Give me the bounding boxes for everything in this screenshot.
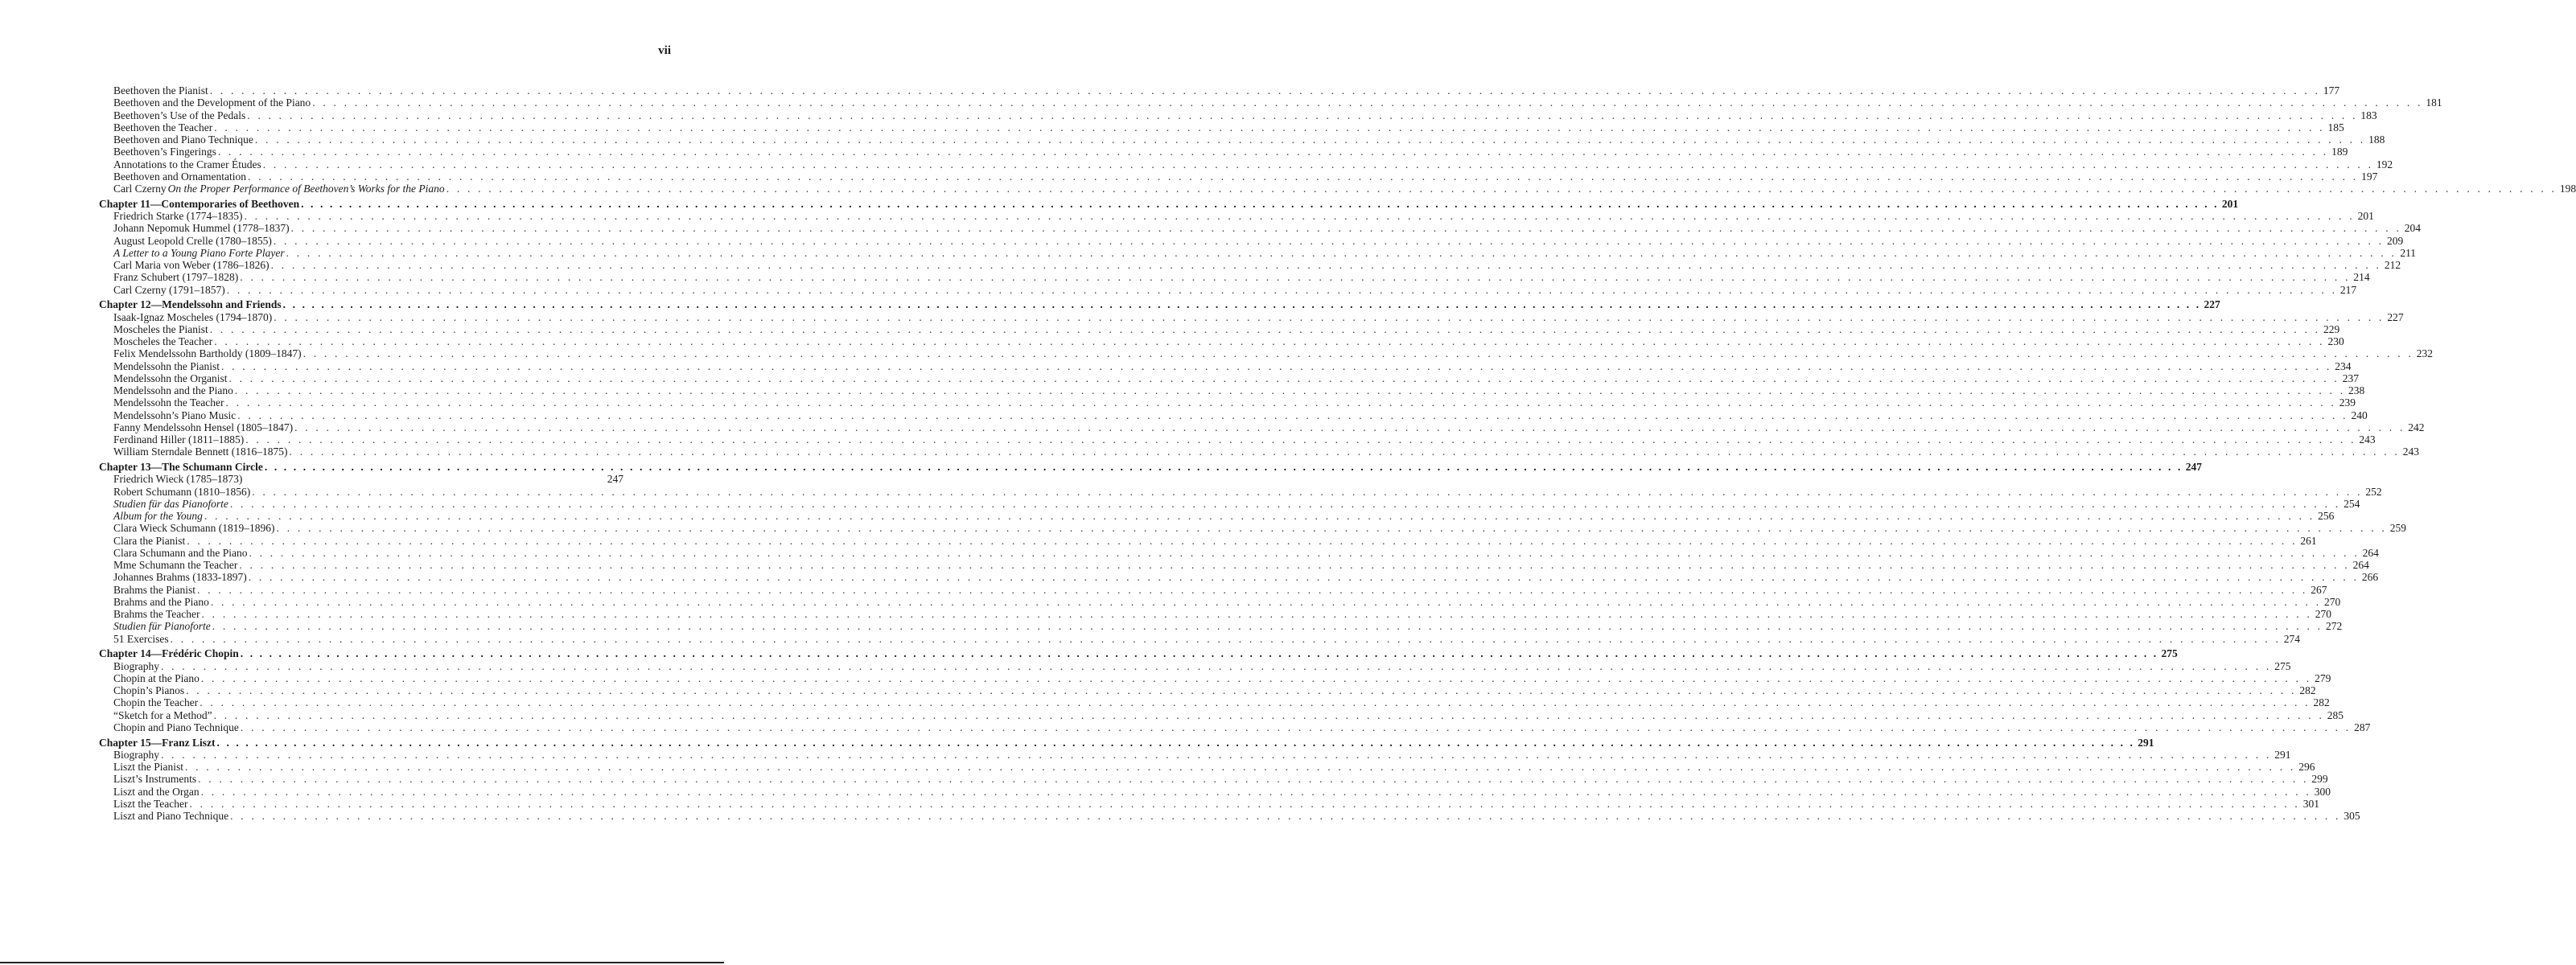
dot-leader: . . . . . . . . . . . . . . . . . . . . . . . . . . . . . . . . . . . . . . . . . . . . . . . . . . . . . . . . . . . . . . . . . . . . . . . . . . . . . . . . . . . . . . . . . . . . . . . . . . . . . . . . . . . . . . . . . . . . . . . . . . . . . . . . . . . . . . . . . . . . . . . . . . . . . . . . . . . . . . . . . . . . . . . . . . . . . . . . . . . . . . . . . . . . . . . . . . . . . . . .	[240, 721, 2352, 733]
toc-entry-title: Liszt the Teacher	[113, 797, 188, 810]
dot-leader: . . . . . . . . . . . . . . . . . . . . . . . . . . . . . . . . . . . . . . . . . . . . . . . . . . . . . . . . . . . . . . . . . . . . . . . . . . . . . . . . . . . . . . . . . . . . . . . . . . . . . . . . . . . . . . . . . . . . . . . . . . . . . . . . . . . . . . . . . . . . . . . . . . . . . . . . . . . . . . . . . . . . . . . . . . . . . . . . . . . . . . . . . . . . . . . . . . . . . . . .	[249, 546, 2360, 559]
toc-entry-page: 272	[2325, 620, 2343, 633]
toc-entry-page: 181	[2426, 96, 2442, 109]
toc-entry-page: 234	[2335, 359, 2352, 372]
dot-leader: . . . . . . . . . . . . . . . . . . . . . . . . . . . . . . . . . . . . . . . . . . . . . . . . . . . . . . . . . . . . . . . . . . . . . . . . . . . . . . . . . . . . . . . . . . . . . . . . . . . . . . . . . . . . . . . . . . . . . . . . . . . . . . . . . . . . . . . . . . . . . . . . . . . . . . . . . . . . . . . . . . . . . . . . . . . . . . . . . . . . . . . . . . . . . . . . . . . . . . . .	[161, 748, 2272, 761]
toc-entry-title: Chapter 14—Frédéric Chopin	[99, 647, 239, 660]
toc-entry-title: Chopin and Piano Technique	[113, 721, 239, 733]
page-number: vii	[658, 44, 671, 57]
dot-leader: . . . . . . . . . . . . . . . . . . . . . . . . . . . . . . . . . . . . . . . . . . . . . . . . . . . . . . . . . . . . . . . . . . . . . . . . . . . . . . . . . . . . . . . . . . . . . . . . . . . . . . . . . . . . . . . . . . . . . . . . . . . . . . . . . . . . . . . . . . . . . . . . . . . . . . . . . . . . . . . . . . . . . . . . . . . . . . . . . . . . . . . . . . . . . . . . . . . . . . . .	[273, 234, 2385, 247]
toc-entry-title: William Sterndale Bennett (1816–1875)	[113, 446, 288, 458]
dot-leader: . . . . . . . . . . . . . . . . . . . . . . . . . . . . . . . . . . . . . . . . . . . . . . . . . . . . . . . . . . . . . . . . . . . . . . . . . . . . . . . . . . . . . . . . . . . . . . . . . . . . . . . . . . . . . . . . . . . . . . . . . . . . . . . . . . . . . . . . . . . . . . . . . . . . . . . . . . . . . . . . . . . . . . . . . . . . . . . . . . . . . . . . . . . . . . . . . . . . . . . .	[239, 559, 2350, 571]
toc-entry-title: Clara the Pianist	[113, 534, 186, 547]
toc-entry	[99, 409, 2368, 421]
dot-leader: . . . . . . . . . . . . . . . . . . . . . . . . . . . . . . . . . . . . . . . . . . . . . . . . . . . . . . . . . . . . . . . . . . . . . . . . . . . . . . . . . . . . . . . . . . . . . . . . . . . . . . . . . . . . . . . . . . . . . . . . . . . . . . . . . . . . . . . . . . . . . . . . . . . . . . . . . . . . . . . . . . . . . . . . . . . . . . . . . . . . . . . . . . . . . . . . . . . . . . . .	[209, 84, 2321, 96]
toc-entry	[99, 271, 2370, 284]
toc-entry-title: Chopin at the Piano	[113, 671, 200, 684]
toc-entry-title: Mme Schumann the Teacher	[113, 559, 238, 571]
dot-leader: . . . . . . . . . . . . . . . . . . . . . . . . . . . . . . . . . . . . . . . . . . . . . . . . . . . . . . . . . . . . . . . . . . . . . . . . . . . . . . . . . . . . . . . . . . . . . . . . . . . . . . . . . . . . . . . . . . . . . . . . . . . . . . . . . . . . . . . . . . . . . . . . . . . . . . . . . . . . . . . . . . . . . . . . . . . . . . . . . . . . . . . . . . . . . . . . . . . . . . . .	[204, 510, 2315, 522]
toc-entry	[99, 446, 2419, 458]
toc-entry-page: 185	[2327, 121, 2344, 133]
toc-entry	[99, 359, 2352, 372]
toc-entry	[99, 671, 2331, 684]
toc-entry-title: Mendelssohn the Teacher	[113, 396, 224, 409]
toc-entry-page: 201	[2221, 197, 2239, 210]
dot-leader: . . . . . . . . . . . . . . . . . . . . . . . . . . . . . . . . . . . . . . . . . . . . . . . . . . . . . . . . . . . . . . . . . . . . . . . . . . . . . . . . . . . . . . . . . . . . . . . . . . . . . . . . . . . . . . . . . . . . . . . . . . . . . . . . . . . . . . . . . . . . . . . . . . . . . . . . . . . . . . . . . . . . . . . . . . . . . . . . . . . . . . . . . . . . . . . . . . . . . . . .	[187, 534, 2298, 547]
toc-entry-page: 198	[2559, 183, 2576, 195]
toc-entry-page: 275	[2274, 659, 2291, 672]
toc-entry-page: 197	[2361, 170, 2378, 183]
toc-entry	[99, 259, 2401, 271]
toc-entry-page: 264	[2362, 546, 2379, 559]
toc-entry	[99, 158, 2393, 170]
toc-entry	[99, 146, 2348, 158]
toc-chapter-entry	[99, 647, 2178, 660]
toc-entry	[99, 497, 2360, 510]
dot-leader: . . . . . . . . . . . . . . . . . . . . . . . . . . . . . . . . . . . . . . . . . . . . . . . . . . . . . . . . . . . . . . . . . . . . . . . . . . . . . . . . . . . . . . . . . . . . . . . . . . . . . . . . . . . . . . . . . . . . . . . . . . . . . . . . . . . . . . . . . . . . . . . . . . . . . . . . . . . . . . . . . . . . . . . . . . . . . . . . . . . . . . . . . . . . . . . . . . . . . . . .	[247, 170, 2359, 183]
toc-entry	[99, 546, 2379, 559]
toc-entry-title: Chopin’s Pianos	[113, 684, 185, 696]
toc-entry-title: Brahms the Teacher	[113, 608, 200, 620]
toc-entry-page: 252	[2365, 485, 2382, 498]
dot-leader: . . . . . . . . . . . . . . . . . . . . . . . . . . . . . . . . . . . . . . . . . . . . . . . . . . . . . . . . . . . . . . . . . . . . . . . . . . . . . . . . . . . . . . . . . . . . . . . . . . . . . . . . . . . . . . . . . . . . . . . . . . . . . . . . . . . . . . . . . . . . . . . . . . . . . . . . . . . . . . . . . . . . . . . . . . . . . . . . . . . . . . . . . . . . . . . . . . . . . . . .	[301, 197, 2220, 210]
bottom-border	[0, 962, 724, 963]
toc-entry-page: 209	[2387, 234, 2404, 247]
toc-entry	[99, 109, 2377, 121]
toc-entry-title: Mendelssohn and the Piano	[113, 384, 233, 396]
dot-leader: . . . . . . . . . . . . . . . . . . . . . . . . . . . . . . . . . . . . . . . . . . . . . . . . . . . . . . . . . . . . . . . . . . . . . . . . . . . . . . . . . . . . . . . . . . . . . . . . . . . . . . . . . . . . . . . . . . . . . . . . . . . . . . . . . . . . . . . . . . . . . . . . . . . . . . . . . . . . . . . . . . . . . . . . . . . . . . . . . . . . . . . . . . . . . . . . . . . . . . . .	[226, 283, 2338, 296]
dot-leader: . . . . . . . . . . . . . . . . . . . . . . . . . . . . . . . . . . . . . . . . . . . . . . . . . . . . . . . . . . . . . . . . . . . . . . . . . . . . . . . . . . . . . . . . . . . . . . . . . . . . . . . . . . . . . . . . . . . . . . . . . . . . . . . . . . . . . . . . . . . . . . . . . . . . . . . . . . . . . . . . . . . . . . . . . . . . . . . . . . . . . . . . . . . . . . . . . . . . . . . .	[312, 96, 2423, 109]
toc-entry-title: Carl Czerny	[113, 183, 167, 195]
toc-entry-page: 266	[2361, 571, 2379, 584]
toc-entry	[99, 659, 2291, 672]
toc-entry-page: 230	[2327, 335, 2344, 347]
dot-leader: . . . . . . . . . . . . . . . . . . . . . . . . . . . . . . . . . . . . . . . . . . . . . . . . . . . . . . . . . . . . . . . . . . . . . . . . . . . . . . . . . . . . . . . . . . . . . . . . . . . . . . . . . . . . . . . . . . . . . . . . . . . . . . . . . . . . . . . . . . . . . . . . . . . . . . . . . . . . . . . . . . . . . . . . . . . . . . . . . . . . . . . . . . . . . . . . . . . . . . . .	[225, 396, 2336, 409]
dot-leader: . . . . . . . . . . . . . . . . . . . . . . . . . . . . . . . . . . . . . . . . . . . . . . . . . . . . . . . . . . . . . . . . . . . . . . . . . . . . . . . . . . . . . . . . . . . . . . . . . . . . . . . . . . . . . . . . . . . . . . . . . . . . . . . . . . . . . . . . . . . . . . . . . . . . . . . . . . . . . . . . . . . . . . . . . . . . . . . . . . . . . . . . . . . . . . . . . . . . . . . .	[248, 571, 2360, 584]
dot-leader: . . . . . . . . . . . . . . . . . . . . . . . . . . . . . . . . . . . . . . . . . . . . . . . . . . . . . . . . . . . . . . . . . . . . . . . . . . . . . . . . . . . . . . . . . . . . . . . . . . . . . . . . . . . . . . . . . . . . . . . . . . . . . . . . . . . . . . . . . . . . . . . . . . . . . . . . . . . . . . . . . . . . . . . . . . . . . . . . . . . . . . . . . . . . . . . . . . . . . . . .	[286, 246, 2397, 259]
toc-entry-page: 243	[2359, 433, 2376, 446]
toc-entry	[99, 632, 2301, 645]
toc-entry-title: Johann Nepomuk Hummel (1778–1837)	[113, 222, 290, 235]
toc-entry-page: 279	[2315, 671, 2331, 684]
dot-leader: . . . . . . . . . . . . . . . . . . . . . . . . . . . . . . . . . . . . . . . . . . . . . . . . . . . . . . . . . . . . . . . . . . . . . . . . . . . . . . . . . . . . . . . . . . . . . . . . . . . . . . . . . . . . . . . . . . . . . . . . . . . . . . . . . . . . . . . . . . . . . . . . . . . . . . . . . . . . . . . . . . . . . . . . . . . . . . . . . . . . . . . . . . . . . . . . . . . . . . . .	[289, 446, 2400, 458]
toc-entry-title: Chapter 15—Franz Liszt	[99, 736, 216, 749]
toc-entry	[99, 485, 2382, 498]
toc-entry	[99, 234, 2404, 247]
dot-leader: . . . . . . . . . . . . . . . . . . . . . . . . . . . . . . . . . . . . . . . . . . . . . . . . . . . . . . . . . . . . . . . . . . . . . . . . . . . . . . . . . . . . . . . . . . . . . . . . . . . . . . . . . . . . . . . . . . . . . . . . . . . . . . . . . . . . . . . . . . . . . . . . . . . . . . . . . . . . . . . . . . . . . . . . . . . . . . . . . . . . . . . . . . . . . . . . . . . . . . . .	[200, 785, 2312, 798]
dot-leader: . . . . . . . . . . . . . . . . . . . . . . . . . . . . . . . . . . . . . . . . . . . . . . . . . . . . . . . . . . . . . . . . . . . . . . . . . . . . . . . . . . . . . . . . . . . . . . . . . . . . . . . . . . . . . . . . . . . . . . . . . . . . . . . . . . . . . . . . . . . . . . . . . . . . . . . . . . . . . . . . . . . . . . . . . . . . . . . . . . . . . . . . . . . . . . . . . . . . . . . .	[254, 133, 2366, 146]
toc-entry-title: Biography	[113, 659, 159, 672]
toc-entry-title: 51 Exercises	[113, 632, 169, 645]
toc-entry	[99, 583, 2327, 596]
toc-entry-page: 217	[2339, 283, 2357, 296]
toc-entry-title: Carl Maria von Weber (1786–1826)	[113, 259, 270, 271]
toc-entry-title: Friedrich Wieck (1785–1873)	[113, 473, 243, 486]
toc-entry-title: Robert Schumann (1810–1856)	[113, 485, 251, 498]
toc-entry-title: Fanny Mendelssohn Hensel (1805–1847)	[113, 421, 294, 433]
toc-entry-title: Liszt and Piano Technique	[113, 810, 229, 822]
toc-entry	[99, 595, 2341, 608]
table-of-contents	[99, 84, 2576, 822]
toc-entry	[99, 748, 2291, 761]
toc-entry	[99, 396, 2356, 409]
dot-leader: . . . . . . . . . . . . . . . . . . . . . . . . . . . . . . . . . . . . . . . . . . . . . . . . . . . . . . . . . . . . . . . . . . . . . . . . . . . . . . . . . . . . . . . . . . . . . . . . . . . . . . . . . . . . . . . . . . . . . . . . . . . . . . . . . . . . . . . . . . . . . . . . . . . . . . . . . . . . . . . . . . . . . . . . . . . . . . . . . . . . . . . . . . . . . . . . . . . . . . . .	[234, 384, 2346, 396]
toc-entry-title: Clara Schumann and the Piano	[113, 546, 248, 559]
toc-entry-page: 204	[2404, 222, 2422, 235]
toc-entry-page: 239	[2339, 396, 2356, 409]
toc-entry	[99, 183, 2576, 195]
dot-leader: . . . . . . . . . . . . . . . . . . . . . . . . . . . . . . . . . . . . . . . . . . . . . . . . . . . . . . . . . . . . . . . . . . . . . . . . . . . . . . . . . . . . . . . . . . . . . . . . . . . . . . . . . . . . . . . . . . . . . . . . . . . . . . . . . . . . . . . . . . . . . . . . . . . . . . . . . . . . . . . . . . . . . . . . . . . . . . . . . . . . . . . . . . . . . . . . . . . . . . . .	[212, 620, 2323, 633]
toc-entry-page: 274	[2283, 632, 2301, 645]
toc-entry-title: Brahms and the Piano	[113, 595, 209, 608]
toc-entry-page: 261	[2300, 534, 2317, 547]
toc-entry-page: 291	[2138, 736, 2154, 749]
toc-entry-page: 177	[2323, 84, 2340, 96]
dot-leader: . . . . . . . . . . . . . . . . . . . . . . . . . . . . . . . . . . . . . . . . . . . . . . . . . . . . . . . . . . . . . . . . . . . . . . . . . . . . . . . . . . . . . . . . . . . . . . . . . . . . . . . . . . . . . . . . . . . . . . . . . . . . . . . . . . . . . . . . . . . . . . . . . . . . . . . . . . . . . . . . . . . . . . . . . . . . . . . . . . . . . . . . . . . . . . . . . . . . . . . .	[185, 761, 2296, 773]
dot-leader: . . . . . . . . . . . . . . . . . . . . . . . . . . . . . . . . . . . . . . . . . . . . . . . . . . . . . . . . . . . . . . . . . . . . . . . . . . . . . . . . . . . . . . . . . . . . . . . . . . . . . . . . . . . . . . . . . . . . . . . . . . . . . . . . . . . . . . . . . . . . . . . . . . . . . . . . . . . . . . . . . . . . . . . . . . . . . . . . . . . . . . . . . . . . . . . . . . . . . . . .	[201, 608, 2312, 620]
toc-entry-title: Beethoven the Teacher	[113, 121, 213, 133]
toc-entry	[99, 372, 2359, 384]
toc-entry	[99, 559, 2369, 571]
toc-entry-page: 301	[2302, 797, 2319, 810]
toc-chapter-entry	[99, 298, 2220, 311]
toc-entry-title: Mendelssohn the Pianist	[113, 359, 220, 372]
toc-entry-title: Friedrich Starke (1774–1835)	[113, 210, 243, 222]
dot-leader: . . . . . . . . . . . . . . . . . . . . . . . . . . . . . . . . . . . . . . . . . . . . . . . . . . . . . . . . . . . . . . . . . . . . . . . . . . . . . . . . . . . . . . . . . . . . . . . . . . . . . . . . . . . . . . . . . . . . . . . . . . . . . . . . . . . . . . . . . . . . . . . . . . . . . . . . . . . . . . . . . . . . . . . . . . . . . . . . . . . . . . . . . . . . . . . . . . . . . . . .	[198, 773, 2309, 786]
dot-leader: . . . . . . . . . . . . . . . . . . . . . . . . . . . . . . . . . . . . . . . . . . . . . . . . . . . . . . . . . . . . . . . . . . . . . . . . . . . . . . . . . . . . . . . . . . . . . . . . . . . . . . . . . . . . . . . . . . . . . . . . . . . . . . . . . . . . . . . . . . . . . . . . . . . . . . . . . . . . . . . . . . . . . . . . . . . . . . . . . . . . . . . . . . . . . . . . . . . . . . . .	[294, 421, 2405, 433]
toc-entry	[99, 522, 2406, 535]
dot-leader: . . . . . . . . . . . . . . . . . . . . . . . . . . . . . . . . . . . . . . . . . . . . . . . . . . . . . . . . . . . . . . . . . . . . . . . . . . . . . . . . . . . . . . . . . . . . . . . . . . . . . . . . . . . . . . . . . . . . . . . . . . . . . . . . . . . . . . . . . . . . . . . . . . . . . . . . . . . . . . . . . . . . . . . . . . . . . . . . . . . . . . . . . . . . . . . . . . . . . . . .	[209, 322, 2321, 335]
dot-leader: . . . . . . . . . . . . . . . . . . . . . . . . . . . . . . . . . . . . . . . . . . . . . . . . . . . . . . . . . . . . . . . . . . . . . . . . . . . . . . . . . . . . . . . . . . . . . . . . . . . . . . . . . . . . . . . . . . . . . . . . . . . . . . . . . . . . . . . . . . . . . . . . . . . . . . . . . . . . . . . . . . . . . . . . . . . . . . . . . . . . . . . . . . . . . . . . . . . . . . . .	[245, 433, 2356, 446]
dot-leader: . . . . . . . . . . . . . . . . . . . . . . . . . . . . . . . . . . . . . . . . . . . . . . . . . . . . . . . . . . . . . . . . . . . . . . . . . . . . . . . . . . . . . . . . . . . . . . . . . . . . . . . . . . . . . . . . . . . . . . . . . . . . . . . . . . . . . . . . . . . . . . . . . . . . . . . . . . . . . . . . . . . . . . . . . . . . . . . . . . . . . . . . . . . . . . . . . . . . . . . .	[200, 671, 2312, 684]
toc-entry	[99, 433, 2376, 446]
toc-entry-page: 287	[2354, 721, 2371, 733]
toc-entry-page: 270	[2324, 595, 2341, 608]
toc-entry-page: 291	[2274, 748, 2291, 761]
dot-leader: . . . . . . . . . . . . . . . . . . . . . . . . . . . . . . . . . . . . . . . . . . . . . . . . . . . . . . . . . . . . . . . . . . . . . . . . . . . . . . . . . . . . . . . . . . . . . . . . . . . . . . . . . . . . . . . . . . . . . . . . . . . . . . . . . . . . . . . . . . . . . . . . . . . . . . . . . . . . . . . . . . . . . . . . . . . . . . . . . . . . . . . . . . . . . . . . . . . . . . . .	[170, 632, 2282, 645]
toc-entry-title: Isaak-Ignaz Moscheles (1794–1870)	[113, 310, 273, 323]
dot-leader: . . . . . . . . . . . . . . . . . . . . . . . . . . . . . . . . . . . . . . . . . . . . . . . . . . . . . . . . . . . . . . . . . . . . . . . . . . . . . . . . . . . . . . . . . . . . . . . . . . . . . . . . . . . . . . . . . . . . . . . . . . . . . . . . . . . . . . . . . . . . . . . . . . . . . . . . . . . . . . . . . . . . . . . . . . . . . . . . . . . . . . . . . . . . . . . . . . . . . . . .	[230, 810, 2341, 822]
toc-entry-title: Beethoven’s Use of the Pedals	[113, 109, 246, 121]
toc-entry	[99, 473, 623, 485]
toc-entry-page: 192	[2376, 158, 2393, 170]
toc-entry-page: 305	[2344, 810, 2360, 822]
dot-leader: . . . . . . . . . . . . . . . . . . . . . . . . . . . . . . . . . . . . . . . . . . . . . . . . . . . . . . . . . . . . . . . . . . . . . . . . . . . . . . . . . . . . . . . . . . . . . . . . . . . . . . . . . . . . . . . . . . . . . . . . . . . . . . . . . . . . . . . . . . . . . . . . . . . . . . . . . . . . . . . . . . . . . . . . . . . . . . . . . . . . . . . . . . . . . . . . . . . . . . . .	[270, 259, 2382, 271]
toc-entry-title: Johannes Brahms (1833-1897)	[113, 571, 247, 584]
dot-leader: . . . . . . . . . . . . . . . . . . . . . . . . . . . . . . . . . . . . . . . . . . . . . . . . . . . . . . . . . . . . . . . . . . . . . . . . . . . . . . . . . . . . . . . . . . . . . . . . . . . . . . . . . . . . . . . . . . . . . . . . . . . . . . . . . . . . . . . . . . . . . . . . . . . . . . . . . . . . . . . . . . . . . . . . . . . . . . . . . . . . . . . . . . . . . . . . . . . . . . . .	[276, 522, 2387, 535]
toc-entry-page: 282	[2313, 696, 2330, 709]
dot-leader: . . . . . . . . . . . . . . . . . . . . . . . . . . . . . . . . . . . . . . . . . . . . . . . . . . . . . . . . . . . . . . . . . . . . . . . . . . . . . . . . . . . . . . . . . . . . . . . . . . . . . . . . . . . . . . . . . . . . . . . . . . . . . . . . . . . . . . . . . . . . . . . . . . . . . . . . . . . . . . . . . . . . . . . . . . . . . . . . . . . . . . . . . . . . . . . . . . . . . . . .	[214, 335, 2325, 347]
dot-leader: . . . . . . . . . . . . . . . . . . . . . . . . . . . . . . . . . . . . . . . . . . . . . . . . . . . . . . . . . . . . . . . . . . . . . . . . . . . . . . . . . . . . . . . . . . . . . . . . . . . . . . . . . . . . . . . . . . . . . . . . . . . . . . . . . . . . . . . . . . . . . . . . . . . . . . . . . . . . . . . . . . . . . . . . . . . . . . . . . . . . . . . . . . . . . . . . . . . . . . . .	[213, 708, 2325, 721]
toc-entry-page: 183	[2360, 109, 2377, 121]
toc-entry-page: 232	[2416, 347, 2434, 360]
toc-entry	[99, 335, 2344, 347]
dot-leader: . . . . . . . . . . . . . . . . . . . . . . . . . . . . . . . . . . . . . . . . . . . . . . . . . . . . . . . . . . . . . . . . . . . . . . . . . . . . . . . . . . . . . . . . . . . . . . . . . . . . . . . . . . . . . . . . . . . . . . . . . . . . . . . . . . . . . . . . . . . . . . . . . . . . . . . . . . . . . . . . . . . . . . . . . . . . . . . . . . . . . . . . . . . . . . . . . . . . . . . .	[240, 271, 2351, 284]
toc-chapter-entry	[99, 197, 2239, 210]
dot-leader: . . . . . . . . . . . . . . . . . . . . . . . . . . . . . . . . . . . . . . . . . . . . . . . . . . . . . . . . . . . . . . . . . . . . . . . . . . . . . . . . . . . . . . . . . . . . . . . . . . . . . . . . . . . . . . . . . . . . . . . . . . . . . . . . . . . . . . . . . . . . . . . . . . . . . . . . . . . . . . . . . . . . . . . . . . . . . . . . . . . . . . . . . . . . . . . . . . . . . . . .	[217, 146, 2329, 158]
toc-entry	[99, 761, 2315, 773]
toc-entry	[99, 620, 2343, 633]
toc-entry	[99, 170, 2378, 183]
dot-leader: . . . . . . . . . . . . . . . . . . . . . . . . . . . . . . . . . . . . . . . . . . . . . . . . . . . . . . . . . . . . . . . . . . . . . . . . . . . . . . . . . . . . . . . . . . . . . . . . . . . . . . . . . . . . . . . . . . . . . . . . . . . . . . . . . . . . . . . . . . . . . . . . . . . . . . . . . . . . . . . . . . . . . . . . . . . . . . . . . . . . . . . . . . . . . . . . . . . . . . . .	[237, 409, 2348, 421]
toc-entry-page: 237	[2342, 372, 2359, 384]
toc-entry-page: 240	[2351, 409, 2368, 421]
toc-entry-title: Carl Czerny (1791–1857)	[113, 283, 225, 296]
toc-entry-title: Mendelssohn’s Piano Music	[113, 409, 237, 421]
toc-entry-title: Beethoven’s Fingerings	[113, 146, 216, 158]
toc-entry	[99, 696, 2330, 709]
toc-entry-page: 254	[2344, 497, 2360, 510]
toc-entry-title: Brahms the Pianist	[113, 583, 195, 596]
toc-entry	[99, 785, 2331, 798]
toc-entry-page: 243	[2402, 446, 2419, 458]
toc-entry-title: Biography	[113, 748, 159, 761]
dot-leader: . . . . . . . . . . . . . . . . . . . . . . . . . . . . . . . . . . . . . . . . . . . . . . . . . . . . . . . . . . . . . . . . . . . . . . . . . . . . . . . . . . . . . . . . . . . . . . . . . . . . . . . . . . . . . . . . . . . . . . . . . . . . . . . . . . . . . . . . . . . . . . . . . . . . . . . . . . . . . . . . . . . . . . . . . . . . . . . . . . . . . . . . . . . . . . . . . . . . . . . .	[216, 736, 2135, 749]
toc-entry-page: 189	[2331, 146, 2348, 158]
toc-entry-page: 299	[2311, 773, 2328, 786]
dot-leader: . . . . . . . . . . . . . . . . . . . . . . . . . . . . . . . . . . . . . . . . . . . . . . . . . . . . . . . . . . . . . . . . . . . . . . . . . . . . . . . . . . . . . . . . . . . . . . . . . . . . . . . . . . . . . . . . . . . . . . . . . . . . . . . . . . . . . . . . . . . . . . . . . . . . . . . . . . . . . . . . . . . . . . . . . . . . . . . . . . . . . . . . . . . . . . . . . . . . . . . .	[247, 109, 2358, 121]
toc-entry-page: 214	[2353, 271, 2370, 284]
toc-entry	[99, 347, 2434, 360]
toc-entry	[99, 510, 2335, 522]
dot-leader: . . . . . . . . . . . . . . . . . . . . . . . . . . . . . . . . . . . . . . . . . . . . . . . . . . . . . . . . . . . . . . . . . . . . . . . . . . . . . . . . . . . . . . . . . . . . . . . . . . . . . . . . . . . . . . . . . . . . . . . . . . . . . . . . . . . . . . . . . . . . . . . . . . . . . . . . . . . . . . . . . . . . . . . . . . . . . . . . . . . . . . . . . . . . . . . . . . . . . . . .	[240, 647, 2158, 660]
toc-entry	[99, 322, 2340, 335]
toc-entry-page: 242	[2408, 421, 2425, 433]
toc-chapter-entry	[99, 461, 2202, 473]
dot-leader: . . . . . . . . . . . . . . . . . . . . . . . . . . . . . . . . . . . . . . . . . . . . . . . . . . . . . . . . . . . . . . . . . . . . . . . . . . . . . . . . . . . . . . . . . . . . . . . . . . . . . . . . . . . . . . . . . . . . . . . . . . . . . . . . . . . . . . . . . . . . . . . . . . . . . . . . . . . . . . . . . . . . . . . . . . . . . . . . . . . . . . . . . . . . . . . . . . . . . . . .	[446, 183, 2557, 195]
dot-leader: . . . . . . . . . . . . . . . . . . . . . . . . . . . . . . . . . . . . . . . . . . . . . . . . . . . . . . . . . . . . . . . . . . . . . . . . . . . . . . . . . . . . . . . . . . . . . . . . . . . . . . . . . . . . . . . . . . . . . . . . . . . . . . . . . . . . . . . . . . . . . . . . . . . . . . . . . . . . . . . . . . . . . . . . . . . . . . . . . . . . . . . . . . . . . . . . . . . . . . . .	[274, 310, 2385, 323]
dot-leader: . . . . . . . . . . . . . . . . . . . . . . . . . . . . . . . . . . . . . . . . . . . . . . . . . . . . . . . . . . . . . . . . . . . . . . . . . . . . . . . . . . . . . . . . . . . . . . . . . . . . . . . . . . . . . . . . . . . . . . . . . . . . . . . . . . . . . . . . . . . . . . . . . . . . . . . . . . . . . . . . . . . . . . . . . . . . . . . . . . . . . . . . . . . . . . . . . . . . . . . .	[161, 659, 2272, 672]
toc-entry	[99, 534, 2317, 547]
toc-entry-page: 238	[2348, 384, 2365, 396]
dot-leader: . . . . . . . . . . . . . . . . . . . . . . . . . . . . . . . . . . . . . . . . . . . . . . . . . . . . . . . . . . . . . . . . . . . . . . . . . . . . . . . . . . . . . . . . . . . . . . . . . . . . . . . . . . . . . . . . . . . . . . . . . . . . . . . . . . . . . . . . . . . . . . . . . . . . . . . . . . . . . . . . . . . . . . . . . . . . . . . . . . . . . . . . . . . . . . . . . . . . . . . .	[282, 298, 2201, 311]
toc-entry	[99, 773, 2328, 786]
dot-leader: . . . . . . . . . . . . . . . . . . . . . . . . . . . . . . . . . . . . . . . . . . . . . . . . . . . . . . . . . . . . . . . . . . . . . . . . . . . . . . . . . . . . . . . . . . . . . . . . . . . . . . . . . . . . . . . . . . . . . . . . . . . . . . . . . . . . . . . . . . . . . . . . . . . . . . . . . . . . . . . . . . . . . . . . . . . . . . . . . . . . . . . . . . . . . . . . . . . . . . . .	[214, 121, 2325, 133]
toc-entry	[99, 421, 2425, 433]
toc-entry-title: Studien für Pianoforte	[113, 620, 211, 633]
toc-entry-title: Album for the Young	[113, 510, 203, 522]
toc-entry-title: Moscheles the Pianist	[113, 322, 208, 335]
toc-entry-page: 296	[2298, 761, 2315, 773]
toc-entry-title: Franz Schubert (1797–1828)	[113, 271, 239, 284]
toc-entry-title: Annotations to the Cramer Études	[113, 158, 261, 170]
toc-entry-title: Clara Wieck Schumann (1819–1896)	[113, 522, 275, 535]
toc-entry	[99, 283, 2357, 296]
toc-entry-title: Beethoven the Pianist	[113, 84, 208, 96]
toc-entry-title: Liszt the Pianist	[113, 761, 183, 773]
toc-entry	[99, 571, 2379, 584]
toc-entry	[99, 96, 2442, 109]
toc-entry	[99, 246, 2417, 259]
toc-entry	[99, 133, 2385, 146]
toc-entry-title: “Sketch for a Method”	[113, 708, 212, 721]
toc-chapter-entry	[99, 736, 2154, 749]
toc-entry-title-italic: On the Proper Performance of Beethoven’s Works for the Piano	[167, 183, 445, 195]
dot-leader: . . . . . . . . . . . . . . . . . . . . . . . . . . . . . . . . . . . . . . . . . . . . . . . . . . . . . . . . . . . . . . . . . . . . . . . . . . . . . . . . . . . . . . . . . . . . . . . . . . . . . . . . . . . . . . . . . . . . . . . . . . . . . . . . . . . . . . . . . . . . . . . . . . . . . . . . . . . . . . . . . . . . . . . . . . . . . . . . . . . . . . . . . . . . . . . . . . . . . . . .	[244, 210, 2355, 222]
toc-entry-page: 300	[2314, 785, 2331, 798]
toc-entry-page: 270	[2315, 608, 2331, 620]
toc-entry	[99, 797, 2319, 810]
toc-entry	[99, 310, 2404, 323]
toc-entry-title: Liszt’s Instruments	[113, 773, 197, 786]
dot-leader: . . . . . . . . . . . . . . . . . . . . . . . . . . . . . . . . . . . . . . . . . . . . . . . . . . . . . . . . . . . . . . . . . . . . . . . . . . . . . . . . . . . . . . . . . . . . . . . . . . . . . . . . . . . . . . . . . . . . . . . . . . . . . . . . . . . . . . . . . . . . . . . . . . . . . . . . . . . . . . . . . . . . . . . . . . . . . . . . . . . . . . . . . . . . . . . . . . . . . . . .	[302, 347, 2414, 360]
toc-entry-title: Moscheles the Teacher	[113, 335, 213, 347]
dot-leader: . . . . . . . . . . . . . . . . . . . . . . . . . . . . . . . . . . . . . . . . . . . . . . . . . . . . . . . . . . . . . . . . . . . . . . . . . . . . . . . . . . . . . . . . . . . . . . . . . . . . . . . . . . . . . . . . . . . . . . . . . . . . . . . . . . . . . . . . . . . . . . . . . . . . . . . . . . . . . . . . . . . . . . . . . . . . . . . . . . . . . . . . . . . . . . . . . . . . . . . .	[264, 461, 2183, 473]
toc-entry-page: 275	[2161, 647, 2178, 660]
dot-leader: . . . . . . . . . . . . . . . . . . . . . . . . . . . . . . . . . . . . . . . . . . . . . . . . . . . . . . . . . . . . . . . . . . . . . . . . . . . . . . . . . . . . . . . . . . . . . . . . . . . . . . . . . . . . . . . . . . . . . . . . . . . . . . . . . . . . . . . . . . . . . . . . . . . . . . . . . . . . . . . . . . . . . . . . . . . . . . . . . . . . . . . . . . . . . . . . . . . . . . . .	[290, 222, 2402, 235]
toc-entry-page: 188	[2368, 133, 2385, 146]
dot-leader: . . . . . . . . . . . . . . . . . . . . . . . . . . . . . . . . . . . . . . . . . . . . . . . . . . . . . . . . . . . . . . . . . . . . . . . . . . . . . . . . . . . . . . . . . . . . . . . . . . . . . . . . . . . . . . . . . . . . . . . . . . . . . . . . . . . . . . . . . . . . . . . . . . . . . . . . . . . . . . . . . . . . . . . . . . . . . . . . . . . . . . . . . . . . . . . . . . . . . . . .	[200, 696, 2311, 709]
toc-entry-title: Chapter 11—Contemporaries of Beethoven	[99, 197, 300, 210]
toc-entry	[99, 222, 2422, 235]
toc-entry-page: 259	[2389, 522, 2406, 535]
toc-entry-page: 256	[2318, 510, 2335, 522]
toc-entry-title: Chopin the Teacher	[113, 696, 199, 709]
toc-entry-page: 227	[2204, 298, 2220, 311]
toc-entry-title: Beethoven and Ornamentation	[113, 170, 246, 183]
toc-entry-page: 212	[2384, 259, 2401, 271]
toc-entry-title: Beethoven and Piano Technique	[113, 133, 253, 146]
toc-entry-title: Chapter 13—The Schumann Circle	[99, 461, 263, 473]
toc-entry	[99, 708, 2344, 721]
toc-entry-page: 201	[2357, 210, 2374, 222]
dot-leader: . . . . . . . . . . . . . . . . . . . . . . . . . . . . . . . . . . . . . . . . . . . . . . . . . . . . . . . . . . . . . . . . . . . . . . . . . . . . . . . . . . . . . . . . . . . . . . . . . . . . . . . . . . . . . . . . . . . . . . . . . . . . . . . . . . . . . . . . . . . . . . . . . . . . . . . . . . . . . . . . . . . . . . . . . . . . . . . . . . . . . . . . . . . . . . . . . . . . . . . .	[189, 797, 2300, 810]
dot-leader: . . . . . . . . . . . . . . . . . . . . . . . . . . . . . . . . . . . . . . . . . . . . . . . . . . . . . . . . . . . . . . . . . . . . . . . . . . . . . . . . . . . . . . . . . . . . . . . . . . . . . . . . . . . . . . . . . . . . . . . . . . . . . . . . . . . . . . . . . . . . . . . . . . . . . . . . . . . . . . . . . . . . . . . . . . . . . . . . . . . . . . . . . . . . . . . . . . . . . . . .	[197, 583, 2308, 596]
toc-entry	[99, 384, 2365, 396]
toc-entry-title: Liszt and the Organ	[113, 785, 200, 798]
toc-entry-title: Beethoven and the Development of the Piano	[113, 96, 311, 109]
toc-entry-title: Felix Mendelssohn Bartholdy (1809–1847)	[113, 347, 302, 360]
toc-entry	[99, 121, 2344, 133]
toc-entry-page: 247	[607, 473, 623, 486]
toc-entry	[99, 210, 2374, 222]
toc-entry-page: 229	[2323, 322, 2340, 335]
toc-entry-page: 282	[2299, 684, 2316, 696]
dot-leader: . . . . . . . . . . . . . . . . . . . . . . . . . . . . . . . . . . . . . . . . . . . . . . . . . . . . . . . . . . . . . . . . . . . . . . . . . . . . . . . . . . . . . . . . . . . . . . . . . . . . . . . . . . . . . . . . . . . . . . . . . . . . . . . . . . . . . . . . . . . . . . . . . . . . . . . . . . . . . . . . . . . . . . . . . . . . . . . . . . . . . . . . . . . . . . . . . . . . . . . .	[229, 497, 2341, 510]
toc-entry	[99, 721, 2371, 733]
toc-entry-title: Chapter 12—Mendelssohn and Friends	[99, 298, 282, 311]
toc-entry-title: August Leopold Crelle (1780–1855)	[113, 234, 272, 247]
toc-entry-title: Mendelssohn the Organist	[113, 372, 228, 384]
toc-entry-title: A Letter to a Young Piano Forte Player	[113, 246, 285, 259]
toc-entry-page: 227	[2387, 310, 2404, 323]
toc-entry-title: Ferdinand Hiller (1811–1885)	[113, 433, 245, 446]
dot-leader: . . . . . . . . . . . . . . . . . . . . . . . . . . . . . . . . . . . . . . . . . . . . . . . . . . . . . . . . . . . . . . . . . . . . . . . . . . . . . . . . . . . . . . . . . . . . . . . . . . . . . . . . . . . . . . . . . . . . . . . . . . . . . . . . . . . . . . . . . . . . . . . . . . . . . . . . . . . . . . . . . . . . . . . . . . . . . . . . . . . . . . . . . . . . . . . . . . . . . . . .	[228, 372, 2339, 384]
toc-entry	[99, 810, 2360, 822]
dot-leader: . . . . . . . . . . . . . . . . . . . . . . . . . . . . . . . . . . . . . . . . . . . . . . . . . . . . . . . . . . . . . . . . . . . . . . . . . . . . . . . . . . . . . . . . . . . . . . . . . . . . . . . . . . . . . . . . . . . . . . . . . . . . . . . . . . . . . . . . . . . . . . . . . . . . . . . . . . . . . . . . . . . . . . . . . . . . . . . . . . . . . . . . . . . . . . . . . . . . . . . .	[210, 595, 2322, 608]
toc-entry	[99, 608, 2331, 620]
toc-entry-page: 267	[2311, 583, 2327, 596]
toc-entry	[99, 684, 2316, 696]
dot-leader: . . . . . . . . . . . . . . . . . . . . . . . . . . . . . . . . . . . . . . . . . . . . . . . . . . . . . . . . . . . . . . . . . . . . . . . . . . . . . . . . . . . . . . . . . . . . . . . . . . . . . . . . . . . . . . . . . . . . . . . . . . . . . . . . . . . . . . . . . . . . . . . . . . . . . . . . . . . . . . . . . . . . . . . . . . . . . . . . . . . . . . . . . . . . . . . . . . . . . . . .	[252, 485, 2363, 498]
toc-entry-page: 247	[2185, 461, 2202, 473]
toc-entry-page: 211	[2400, 246, 2417, 259]
toc-entry-page: 264	[2352, 559, 2369, 571]
toc-entry	[99, 84, 2340, 96]
toc-entry-page: 285	[2327, 708, 2344, 721]
dot-leader: . . . . . . . . . . . . . . . . . . . . . . . . . . . . . . . . . . . . . . . . . . . . . . . . . . . . . . . . . . . . . . . . . . . . . . . . . . . . . . . . . . . . . . . . . . . . . . . . . . . . . . . . . . . . . . . . . . . . . . . . . . . . . . . . . . . . . . . . . . . . . . . . . . . . . . . . . . . . . . . . . . . . . . . . . . . . . . . . . . . . . . . . . . . . . . . . . . . . . . . .	[262, 158, 2374, 170]
toc-entry-title: Studien für das Pianoforte	[113, 497, 228, 510]
dot-leader: . . . . . . . . . . . . . . . . . . . . . . . . . . . . . . . . . . . . . . . . . . . . . . . . . . . . . . . . . . . . . . . . . . . . . . . . . . . . . . . . . . . . . . . . . . . . . . . . . . . . . . . . . . . . . . . . . . . . . . . . . . . . . . . . . . . . . . . . . . . . . . . . . . . . . . . . . . . . . . . . . . . . . . . . . . . . . . . . . . . . . . . . . . . . . . . . . . . . . . . .	[186, 684, 2297, 696]
dot-leader: . . . . . . . . . . . . . . . . . . . . . . . . . . . . . . . . . . . . . . . . . . . . . . . . . . . . . . . . . . . . . . . . . . . . . . . . . . . . . . . . . . . . . . . . . . . . . . . . . . . . . . . . . . . . . . . . . . . . . . . . . . . . . . . . . . . . . . . . . . . . . . . . . . . . . . . . . . . . . . . . . . . . . . . . . . . . . . . . . . . . . . . . . . . . . . . . . . . . . . . .	[221, 359, 2332, 372]
